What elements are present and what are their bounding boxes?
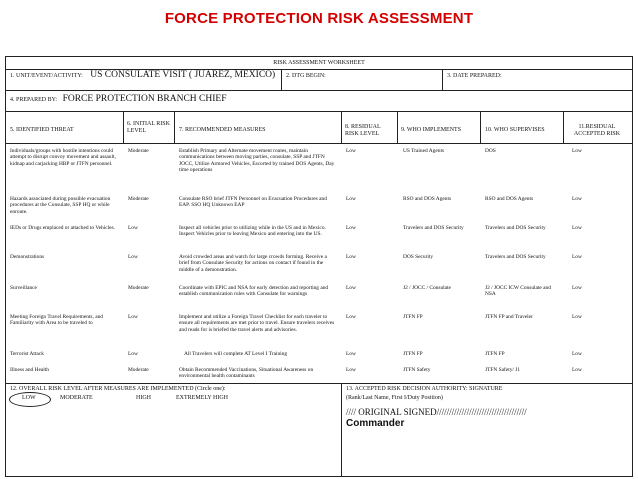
measures-cell: Coordinate with EPIC and NSA for early detection and reporting and establish communication rules with Consulate for warnings bbox=[179, 285, 329, 298]
col-header-measures: 7. RECOMMENDED MEASURES bbox=[179, 127, 266, 133]
supervises-cell: JTFN FP bbox=[485, 351, 505, 357]
measures-cell: Establish Primary and Alternate movement routes, maintain communications between moving parties, consulate, SSP and JTFN JOCC, Utilize Armored Vehicles, Escorted by trained DOS Agents, Day time operations bbox=[179, 148, 335, 174]
col-header-threat: 5. IDENTIFIED THREAT bbox=[10, 127, 74, 133]
unit-value: US CONSULATE VISIT ( JUAREZ, MEXICO) bbox=[90, 70, 276, 80]
initial-risk-cell: Moderate bbox=[128, 196, 149, 202]
accepted-risk-cell: Low bbox=[572, 314, 582, 320]
residual-risk-cell: Low bbox=[346, 314, 356, 320]
col-header-who-supervises: 10. WHO SUPERVISES bbox=[485, 127, 545, 133]
divider bbox=[480, 111, 481, 143]
divider bbox=[6, 90, 632, 91]
implements-cell: US Trained Agents bbox=[403, 148, 445, 154]
measures-cell: Implement and utilize a Foreign Travel Checklist for each traveler to ensure all requirements are met prior to travel. Ensure travelers receives and reads for is briefed the travel alerts and advisories. bbox=[179, 314, 335, 333]
measures-cell: All Travelers will complete AT Level I Training bbox=[184, 351, 288, 357]
risk-level-moderate: MODERATE bbox=[60, 395, 93, 401]
implements-cell: JTFN FP bbox=[403, 351, 423, 357]
threat-cell: Demonstrations bbox=[10, 254, 45, 260]
implements-cell: JTFN Safety bbox=[403, 367, 431, 373]
initial-risk-cell: Low bbox=[128, 254, 138, 260]
threat-cell: Hazards associated during possible evacuation procedures at the Consulate, SSP HQ or while enroute. bbox=[10, 196, 111, 215]
initial-risk-cell: Low bbox=[128, 351, 138, 357]
divider bbox=[174, 111, 175, 143]
prepared-by-label: 4. PREPARED BY: bbox=[10, 97, 58, 103]
document-title: FORCE PROTECTION RISK ASSESSMENT bbox=[164, 10, 474, 27]
measures-cell: Obtain Recommended Vaccinations, Situational Awareness on environmental health contaminants bbox=[179, 367, 314, 380]
divider bbox=[397, 111, 398, 143]
measures-cell: Inspect all vehicles prior to utilizing while in the US and in Mexico. Inspect Vehicles prior to leaving Mexico and entering into the US. bbox=[179, 225, 326, 238]
divider bbox=[6, 383, 632, 384]
threat-cell: Illness and Health bbox=[10, 367, 49, 373]
threat-cell: IEDs or Drugs emplaced or attached to Vehicles. bbox=[10, 225, 115, 231]
residual-risk-cell: Low bbox=[346, 196, 356, 202]
implements-cell: Travelers and DOS Security bbox=[403, 225, 464, 231]
unit-label: 1. UNIT/EVENT/ACTIVITY: bbox=[10, 73, 83, 79]
threat-cell: Meeting Foreign Travel Requirements, and Familiarity with Area to be traveled to bbox=[10, 314, 103, 327]
measures-cell: Consulate RSO brief JTFN Personnel on Evacuation Procedures and EAP. SSO HQ Unknown EAP bbox=[179, 196, 327, 209]
accepted-risk-cell: Low bbox=[572, 351, 582, 357]
divider bbox=[123, 111, 124, 143]
residual-risk-cell: Low bbox=[346, 225, 356, 231]
residual-risk-cell: Low bbox=[346, 148, 356, 154]
accepted-risk-cell: Low bbox=[572, 196, 582, 202]
decision-authority-sub: (Rank/Last Name, First I/Duty Position) bbox=[346, 395, 443, 401]
initial-risk-cell: Low bbox=[128, 225, 138, 231]
date-prepared-label: 3. DATE PREPARED: bbox=[447, 73, 502, 79]
initial-risk-cell: Moderate bbox=[128, 148, 149, 154]
risk-level-low: LOW bbox=[22, 395, 36, 401]
prepared-by-field bbox=[10, 96, 610, 104]
supervises-cell: JTFN Safety/ J1 bbox=[485, 367, 521, 373]
supervises-cell: RSO and DOS Agents bbox=[485, 196, 534, 202]
supervises-cell: Travelers and DOS Security bbox=[485, 225, 546, 231]
divider bbox=[6, 111, 632, 112]
col-header-who-implements: 9. WHO IMPLEMENTS bbox=[401, 127, 462, 133]
residual-risk-cell: Low bbox=[346, 367, 356, 373]
supervises-cell: J2 / JOCC ICW Consulate and NSA bbox=[485, 285, 551, 298]
decision-authority-label: 13. ACCEPTED RISK DECISION AUTHORITY: SIGNATURE bbox=[346, 386, 503, 392]
accepted-risk-cell: Low bbox=[572, 148, 582, 154]
col-header-residual-risk: 8. RESIDUAL RISK LEVEL bbox=[345, 124, 381, 138]
implements-cell: J2 / JOCC / Consulate bbox=[403, 285, 451, 291]
divider bbox=[563, 111, 564, 143]
accepted-risk-cell: Low bbox=[572, 367, 582, 373]
threat-cell: Surveillance bbox=[10, 285, 37, 291]
divider bbox=[281, 69, 282, 90]
commander-title: Commander bbox=[346, 418, 405, 429]
accepted-risk-cell: Low bbox=[572, 225, 582, 231]
implements-cell: RSO and DOS Agents bbox=[403, 196, 452, 202]
threat-cell: Individuals/groups with hostile intentions could attempt to disrupt convoy movement and assault, kidnap and carjacking HBP or JTFN personnel. bbox=[10, 148, 116, 167]
supervises-cell: Travelers and DOS Security bbox=[485, 254, 546, 260]
dtg-label: 2. DTG BEGIN: bbox=[286, 73, 326, 79]
implements-cell: JTFN FP bbox=[403, 314, 423, 320]
divider bbox=[341, 111, 342, 143]
worksheet-heading: RISK ASSESSMENT WORKSHEET bbox=[273, 60, 365, 66]
supervises-cell: DOS bbox=[485, 148, 496, 154]
accepted-risk-cell: Low bbox=[572, 285, 582, 291]
residual-risk-cell: Low bbox=[346, 285, 356, 291]
residual-risk-cell: Low bbox=[346, 351, 356, 357]
residual-risk-cell: Low bbox=[346, 254, 356, 260]
divider bbox=[442, 69, 443, 90]
unit-field bbox=[10, 72, 278, 80]
overall-risk-label: 12. OVERALL RISK LEVEL AFTER MEASURES ARE IMPLEMENTED (Circle one): bbox=[10, 386, 226, 392]
supervises-cell: JTFN FP and Traveler bbox=[485, 314, 533, 320]
risk-level-extremely-high: EXTREMELY HIGH bbox=[176, 395, 229, 401]
risk-level-high: HIGH bbox=[136, 395, 151, 401]
risk-worksheet bbox=[5, 56, 633, 477]
accepted-risk-cell: Low bbox=[572, 254, 582, 260]
measures-cell: Avoid crowded areas and watch for large crowds forming. Receive a brief from Consulate Security for actions on contact if found in the middle of a demonstration. bbox=[179, 254, 327, 273]
initial-risk-cell: Moderate bbox=[128, 285, 149, 291]
col-header-accepted-risk: 11.RESIDUAL ACCEPTED RISK bbox=[573, 124, 621, 138]
col-header-initial-risk: 6. INITIAL RISK LEVEL bbox=[127, 121, 170, 135]
initial-risk-cell: Moderate bbox=[128, 367, 149, 373]
threat-cell: Terrorist Attack bbox=[10, 351, 44, 357]
divider bbox=[341, 383, 342, 477]
prepared-by-value: FORCE PROTECTION BRANCH CHIEF bbox=[62, 94, 227, 104]
original-signed: //// ORIGINAL SIGNED//////////////////////////////////// bbox=[346, 407, 527, 417]
divider bbox=[6, 143, 632, 144]
initial-risk-cell: Low bbox=[128, 314, 138, 320]
implements-cell: DOS Security bbox=[403, 254, 434, 260]
